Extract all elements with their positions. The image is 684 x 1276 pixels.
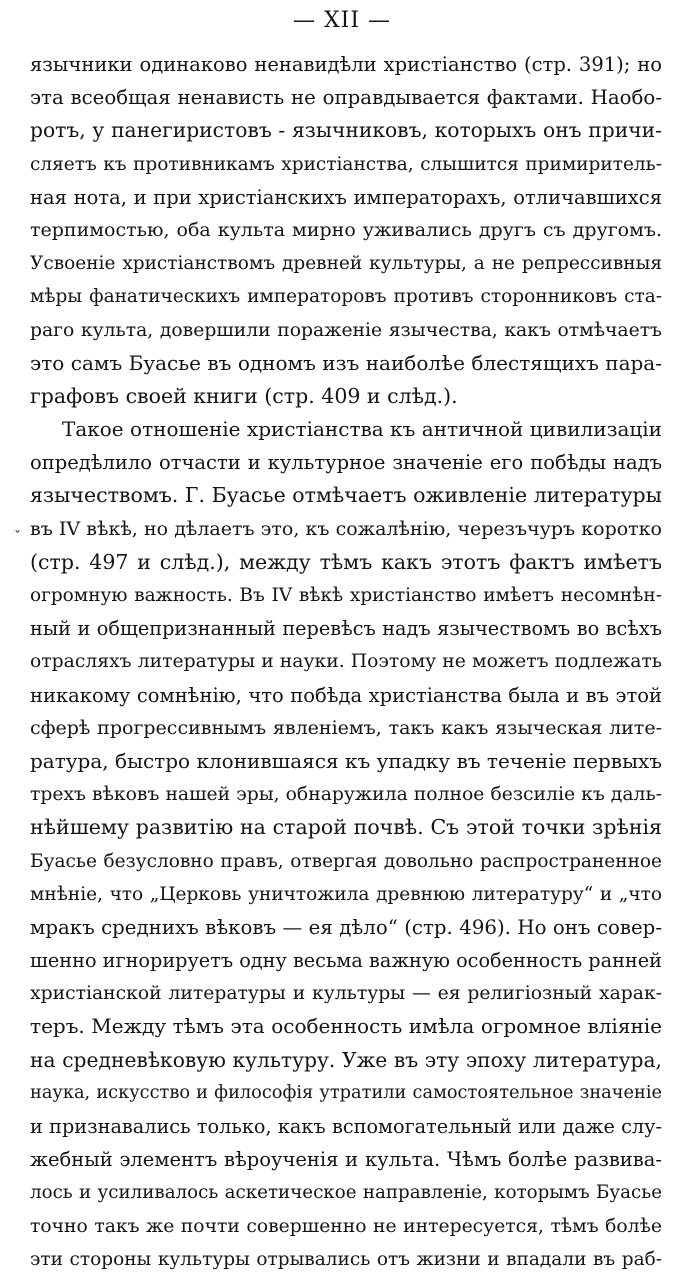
text-line: мракъ среднихъ вѣковъ — ея дѣло“ (стр. 496). Но онъ совер-: [30, 915, 662, 939]
text-line: сляетъ къ противникамъ христіанства, слышится примиритель-: [30, 153, 662, 175]
text-line-paragraph-start: Такое отношеніе христіанства къ античной цивилизаціи: [62, 417, 662, 442]
text-line: опредѣлило отчасти и культурное значеніе его побѣды надъ: [30, 451, 662, 475]
text-line-paragraph-end: графовъ своей книги (стр. 409 и слѣд.).: [30, 383, 458, 408]
text-line: христіанской литературы и культуры — ея религіозный харак-: [30, 983, 662, 1005]
text-line: лось и усиливалось аскетическое направленіе, которымъ Буасье: [30, 1182, 662, 1204]
text-line: ротъ, у панегиристовъ - язычниковъ, которыхъ онъ причи-: [30, 118, 662, 143]
text-line: мѣры фанатическихъ императоровъ противъ сторонниковъ ста-: [30, 286, 662, 308]
text-line: раго культа, довершили пораженіе язычества, какъ отмѣчаетъ: [30, 319, 662, 341]
text-line: шенно игнорируетъ одну весьма важную особенность ранней: [30, 949, 662, 973]
text-line: (стр. 497 и слѣд.), между тѣмъ какъ этотъ фактъ имѣетъ: [30, 549, 662, 574]
page-number: — XII —: [292, 8, 392, 33]
text-line: нѣйшему развитію на старой почвѣ. Съ этой точки зрѣнія: [30, 815, 662, 840]
text-line: ная нота, и при христіанскихъ императорахъ, отличавшихся: [30, 185, 662, 209]
text-line: эта всеобщая ненависть не оправдывается фактами. Наобо-: [30, 86, 662, 110]
text-line: ратура, быстро клонившаяся къ упадку въ теченіе первыхъ: [30, 748, 662, 773]
text-line: жебный элементъ вѣроученія и культа. Чѣмъ болѣе развива-: [30, 1148, 662, 1172]
margin-mark: ˇ: [14, 529, 21, 545]
text-line: сферѣ прогрессивнымъ явленіемъ, такъ какъ языческая лите-: [30, 716, 662, 739]
text-line: и признавались только, какъ вспомогательный или даже слу-: [30, 1115, 662, 1138]
text-line: терпимостью, оба культа мирно уживались другъ съ другомъ.: [30, 218, 662, 241]
text-line: точно такъ же почти совершенно не интересуется, тѣмъ болѣе: [30, 1215, 662, 1237]
text-line: ный и общепризнанный перевѣсъ надъ язычествомъ во всѣхъ: [30, 617, 662, 641]
text-line: въ IV вѣкѣ, но дѣлаетъ это, къ сожалѣнію, черезъчуръ коротко: [30, 517, 662, 540]
text-line: мнѣніе, что „Церковь уничтожила древнюю литературу“ и „что: [30, 883, 662, 905]
text-line: никакому сомнѣнію, что побѣда христіанства была и въ этой: [30, 683, 662, 707]
text-line: язычествомъ. Г. Буасье отмѣчаетъ оживленіе литературы: [30, 483, 662, 508]
text-line: язычники одинаково ненавидѣли христіанство (стр. 391); но: [30, 53, 662, 76]
text-line: теръ. Между тѣмъ эта особенность имѣла огромное вліяніе: [30, 1014, 662, 1039]
text-line: эти стороны культуры отрывались отъ жизни и впадали въ раб-: [30, 1248, 662, 1270]
text-line: трехъ вѣковъ нашей эры, обнаружила полное безсиліе къ даль-: [30, 784, 662, 806]
text-line: на средневѣковую культуру. Уже въ эту эпоху литература,: [30, 1047, 662, 1072]
text-line: отрасляхъ литературы и науки. Поэтому не можетъ подлежать: [30, 651, 662, 673]
text-line: Усвоеніе христіанствомъ древней культуры, а не репрессивныя: [30, 253, 662, 275]
text-line: это самъ Буасье въ одномъ изъ наиболѣе блестящихъ пара-: [30, 350, 662, 375]
body-text: [30, 48, 662, 1276]
text-line: наука, искусство и философія утратили самостоятельное значеніе: [30, 1082, 662, 1103]
text-line: Буасье безусловно правъ, отвергая довольно распространенное: [30, 850, 662, 872]
text-line: огромную важность. Въ IV вѣкѣ христіанство имѣетъ несомнѣн-: [30, 585, 662, 606]
